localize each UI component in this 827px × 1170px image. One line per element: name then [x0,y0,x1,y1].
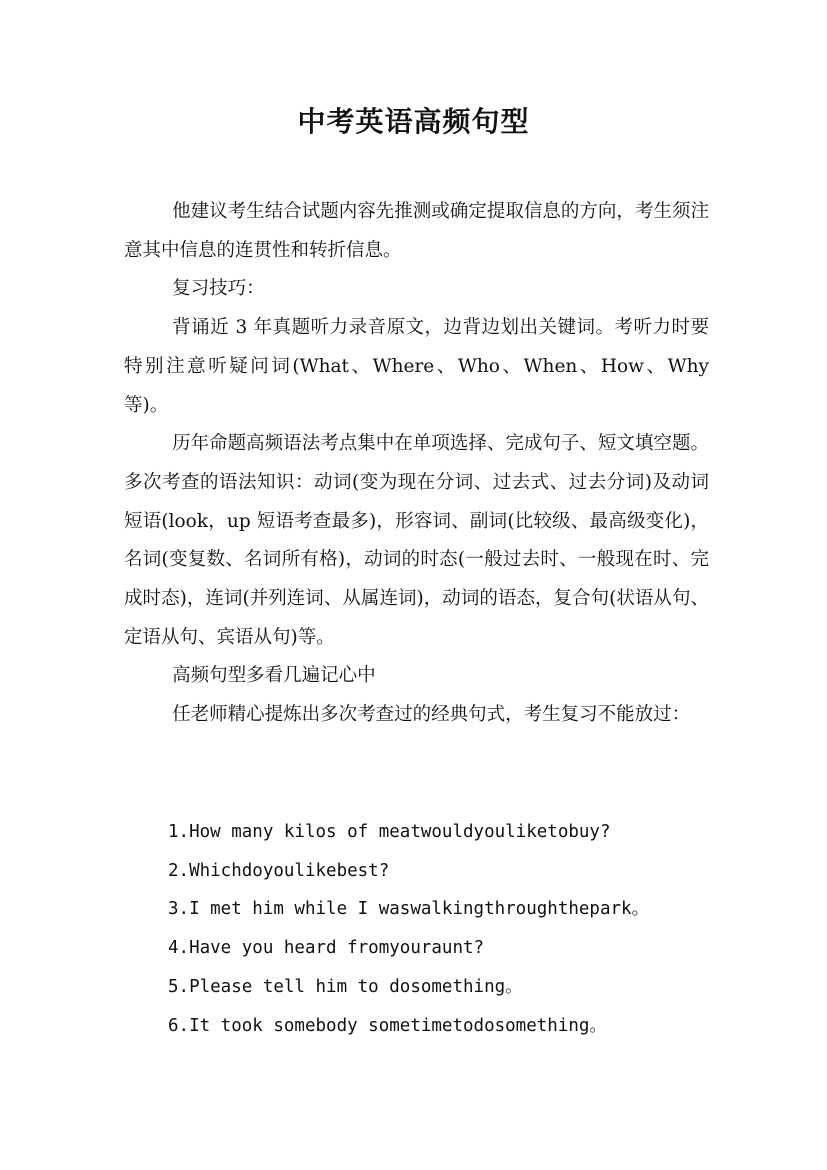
paragraph: 背诵近 3 年真题听力录音原文，边背边划出关键词。考听力时要特别注意听疑问词(What、Where、Who、When、How、Why 等)。 [124,317,709,416]
sentence-item: 2.Whichdoyoulikebest? [168,860,390,881]
paragraph: 任老师精心提炼出多次考查过的经典句式，考生复习不能放过： [172,704,691,726]
body-text [124,193,709,735]
sentence-item: 1.How many kilos of meatwouldyouliketobuy? [168,822,611,842]
paragraph: 高频句型多看几遍记心中 [172,665,376,687]
sentence-item: 3.I met him while I waswalkingthroughthepark。 [168,899,650,920]
paragraph: 他建议考生结合试题内容先推测或确定提取信息的方向，考生须注意其中信息的连贯性和转折信息。 [124,201,709,261]
paragraph: 复习技巧： [172,278,265,300]
sentence-item: 4.Have you heard fromyouraunt? [168,938,485,959]
page-title: 中考英语高频句型 [297,105,530,138]
sentence-item: 6.It took somebody sometimetodosomething。 [168,1015,607,1036]
paragraph: 历年命题高频语法考点集中在单项选择、完成句子、短文填空题。多次考查的语法知识：动词(变为现在分词、过去式、过去分词)及动词短语(look，up 短语考查最多)，形容词、副词(比较级、最高级变化)，名词(变复数、名词所有格)，动词的时态(一般过去时、一般现在时、完成时态)，连词(并列连词、从属连词)，动词的语态，复合句(状语从句、定语从句、宾语从句)等。 [124,433,709,648]
sentence-item: 5.Please tell him to dosomething。 [168,976,523,997]
sentence-list [168,813,728,1045]
